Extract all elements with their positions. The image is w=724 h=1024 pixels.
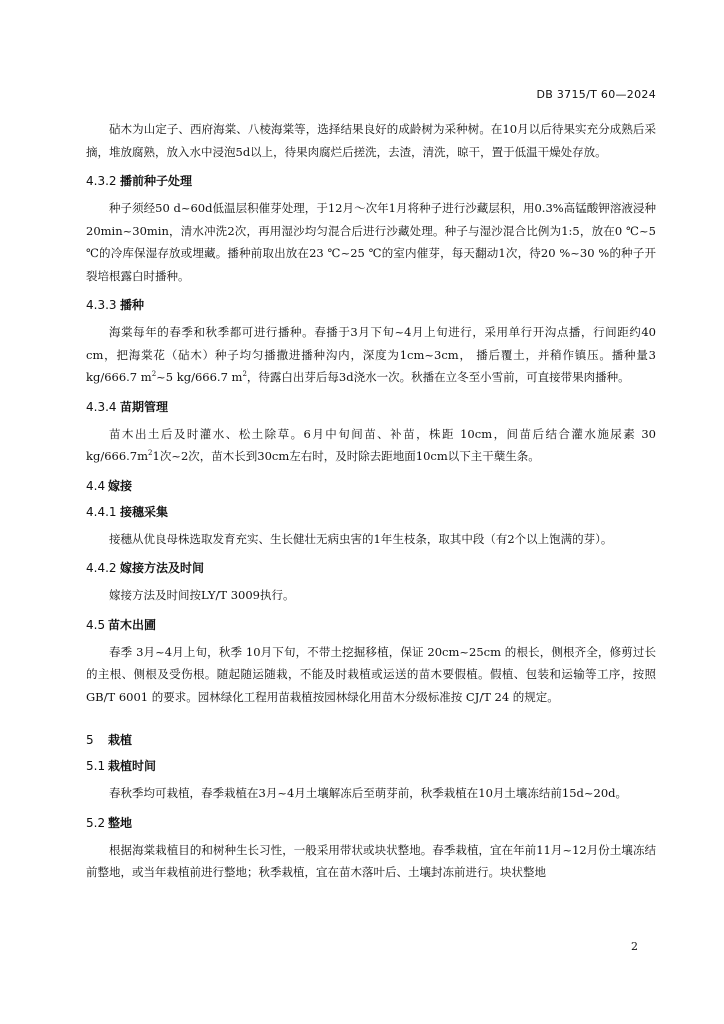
heading-number: 5 bbox=[86, 733, 94, 747]
heading-title: 栽植时间 bbox=[108, 759, 157, 773]
text-run: ，待露白出芽后每3d浇水一次。秋播在立冬至小雪前，可直接带果肉播种。 bbox=[246, 370, 630, 384]
heading-4-4-1 bbox=[86, 502, 656, 522]
superscript: 2 bbox=[151, 370, 157, 379]
heading-number: 4.3.2 bbox=[86, 174, 117, 188]
heading-4-3-3 bbox=[86, 295, 656, 315]
paragraph-seedling-management bbox=[86, 423, 656, 468]
heading-title: 嫁接 bbox=[108, 478, 133, 493]
heading-number: 4.5 bbox=[86, 617, 106, 632]
paragraph-nursery-lifting: 春季 3月~4月上旬，秋季 10月下旬，不带土挖掘移植，保证 20cm~25cm 的根长，侧根齐全，修剪过长的主根、侧根及受伤根。随起随运随栽，不能及时栽植或运送的苗木要假植。假植、包装和运输等工序，按照GB/T 6001 的要求。园林绿化工程用苗栽植按园林绿化用苗木分级标准按 CJ/T 24 的规定。 bbox=[86, 644, 656, 704]
heading-number: 4.3.4 bbox=[86, 399, 117, 414]
page-number: 2 bbox=[631, 940, 638, 953]
paragraph-seed-treatment: 种子须经50 d~60d低温层积催芽处理，于12月～次年1月将种子进行沙藏层积，用0.3%高锰酸钾溶液浸种20min~30min，清水冲洗2次，再用湿沙均匀混合后进行沙藏处理。种子与湿沙混合比例为1:5，放在0 ℃~5 ℃的冷库保湿存放或埋藏。播种前取出放在23 ℃~25 ℃的室内催芽，每天翻动1次，待20 %~30 %的种子开裂培根露白时播种。 bbox=[86, 201, 656, 283]
heading-number: 4.4 bbox=[86, 478, 106, 493]
heading-5 bbox=[86, 730, 656, 750]
heading-title: 整地 bbox=[108, 815, 133, 830]
paragraph-rootstock: 砧木为山定子、西府海棠、八棱海棠等，选择结果良好的成龄树为采种树。在10月以后待果实充分成熟后采摘，堆放腐熟，放入水中浸泡5d以上，待果肉腐烂后搓洗，去渣，清洗，晾干，置于低温干燥处存放。 bbox=[86, 122, 656, 159]
heading-5-1 bbox=[86, 756, 656, 776]
heading-5-2 bbox=[86, 813, 656, 833]
text-run: 1次~2次，苗木长到30cm左右时，及时除去距地面10cm以下主干蘖生条。 bbox=[152, 449, 540, 463]
heading-title: 播前种子处理 bbox=[120, 174, 193, 188]
heading-title: 接穗采集 bbox=[120, 504, 169, 519]
heading-number: 4.3.3 bbox=[86, 298, 117, 312]
heading-4-3-4 bbox=[86, 397, 656, 417]
text-run: ~5 kg/666.7 m bbox=[156, 370, 243, 384]
paragraph-scion-collection: 接穗从优良母株选取发育充实、生长健壮无病虫害的1年生枝条，取其中段（有2个以上饱满的芽）。 bbox=[109, 531, 613, 546]
document-body bbox=[86, 118, 656, 892]
paragraph-grafting-method: 嫁接方法及时间按LY/T 3009执行。 bbox=[109, 588, 295, 602]
heading-number: 4.4.1 bbox=[86, 504, 117, 519]
heading-4-3-2 bbox=[86, 171, 656, 191]
heading-4-4 bbox=[86, 476, 656, 496]
superscript: 2 bbox=[242, 370, 247, 379]
paragraph-sowing bbox=[86, 321, 656, 389]
heading-number: 4.4.2 bbox=[86, 561, 117, 575]
section-gap bbox=[86, 716, 656, 728]
heading-title: 苗木出圃 bbox=[108, 617, 157, 632]
text-run: 海棠每年的春季和秋季都可进行播种。春播于3月下旬~4月上旬进行，采用单行开沟点播，行间距约40 cm，把海棠花（砧木）种子均匀播撒进播种沟内，深度为1cm~3cm， 播后覆土，并稍作镇压。播种量3 kg/666.7 m bbox=[86, 325, 656, 384]
heading-4-5 bbox=[86, 615, 656, 635]
paragraph-planting-time: 春秋季均可栽植，春季栽植在3月~4月土壤解冻后至萌芽前，秋季栽植在10月土壤冻结前15d~20d。 bbox=[109, 786, 628, 800]
text-run: 苗木出土后及时灌水、松土除草。6月中旬间苗、补苗，株距 10cm，间苗后结合灌水施尿素 30 kg/666.7m bbox=[86, 426, 656, 463]
heading-title: 嫁接方法及时间 bbox=[120, 561, 205, 575]
heading-title: 播种 bbox=[120, 298, 145, 312]
superscript: 2 bbox=[148, 449, 153, 458]
heading-title: 栽植 bbox=[108, 733, 133, 747]
paragraph-land-preparation: 根据海棠栽植目的和树种生长习性，一般采用带状或块状整地。春季栽植，宜在年前11月~12月份土壤冻结前整地，或当年栽植前进行整地；秋季栽植，宜在苗木落叶后、土壤封冻前进行。块状整地 bbox=[86, 842, 656, 879]
heading-4-4-2 bbox=[86, 558, 656, 578]
standard-code: DB 3715/T 60—2024 bbox=[536, 88, 656, 101]
heading-number: 5.2 bbox=[86, 815, 106, 830]
heading-title: 苗期管理 bbox=[120, 399, 169, 414]
heading-number: 5.1 bbox=[86, 759, 106, 773]
